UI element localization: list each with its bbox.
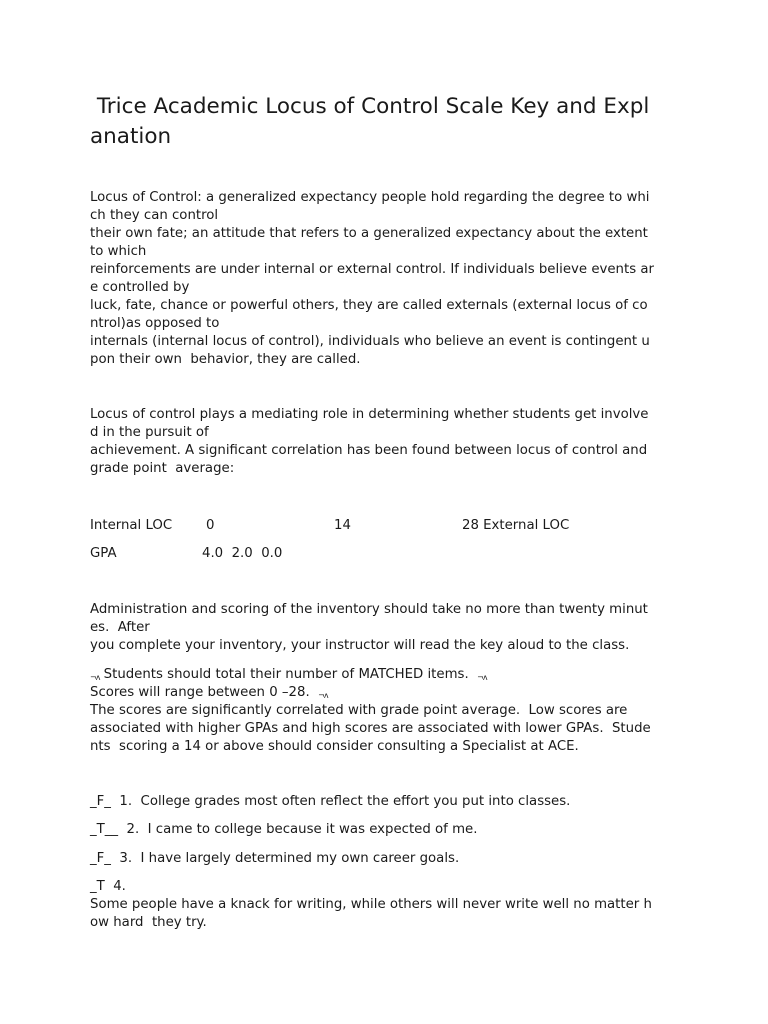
scale-value-0: 0 xyxy=(206,518,215,533)
title-line-2: anation xyxy=(90,124,172,149)
scale-internal-label: Internal LOC xyxy=(90,518,173,533)
list-item-4-text: ow hard they try. xyxy=(90,915,207,930)
list-item-4-number: _T 4. xyxy=(90,879,126,894)
list-item: _F_ 3. I have largely determined my own career goals. xyxy=(90,851,460,866)
scoring-line-4: associated with higher GPAs and high scores are associated with lower GPAs. Stude xyxy=(90,721,651,736)
para1-line: ntrol)as opposed to xyxy=(90,316,220,331)
para2-line: achievement. A significant correlation has been found between locus of control and xyxy=(90,443,648,458)
marker-symbol: ¬ʌ xyxy=(318,691,328,700)
marker-symbol: ¬ʌ xyxy=(90,673,100,682)
para2-line: d in the pursuit of xyxy=(90,425,209,440)
para1-line: reinforcements are under internal or external control. If individuals believe events ar xyxy=(90,262,654,277)
para3-line: Administration and scoring of the inventory should take no more than twenty minut xyxy=(90,602,648,617)
scale-value-28-external: 28 External LOC xyxy=(462,518,570,533)
scale-gpa-values: 4.0 2.0 0.0 xyxy=(202,546,283,561)
para1-line: their own fate; an attitude that refers to a generalized expectancy about the extent xyxy=(90,226,648,241)
scale-gpa-label: GPA xyxy=(90,546,117,561)
scoring-text-1: Students should total their number of MATCHED items. xyxy=(99,667,478,682)
scoring-line-5: nts scoring a 14 or above should consider consulting a Specialist at ACE. xyxy=(90,739,579,754)
para1-line: e controlled by xyxy=(90,280,190,295)
para2-line: Locus of control plays a mediating role in determining whether students get involve xyxy=(90,407,649,422)
para1-line: internals (internal locus of control), individuals who believe an event is contingent u xyxy=(90,334,650,349)
para1-line: Locus of Control: a generalized expectancy people hold regarding the degree to whi xyxy=(90,190,650,205)
para1-line: ch they can control xyxy=(90,208,219,223)
scoring-line-3: The scores are significantly correlated with grade point average. Low scores are xyxy=(90,703,628,718)
document-title xyxy=(90,92,690,152)
list-item: _T__ 2. I came to college because it was expected of me. xyxy=(90,822,478,837)
para1-line: to which xyxy=(90,244,147,259)
para1-line: pon their own behavior, they are called. xyxy=(90,352,361,367)
scale-value-14: 14 xyxy=(334,518,351,533)
list-item: _F_ 1. College grades most often reflect the effort you put into classes. xyxy=(90,794,571,809)
list-item-4-text: Some people have a knack for writing, while others will never write well no matter h xyxy=(90,897,652,912)
para3-line: es. After xyxy=(90,620,150,635)
para3-line: you complete your inventory, your instructor will read the key aloud to the class. xyxy=(90,638,630,653)
marker-symbol: ¬ʌ xyxy=(477,673,487,682)
para2-line: grade point average: xyxy=(90,461,235,476)
scoring-text-2: Scores will range between 0 –28. xyxy=(90,685,319,700)
para1-line: luck, fate, chance or powerful others, they are called externals (external locus of co xyxy=(90,298,648,313)
title-line-1: Trice Academic Locus of Control Scale Key and Expl xyxy=(90,94,650,119)
